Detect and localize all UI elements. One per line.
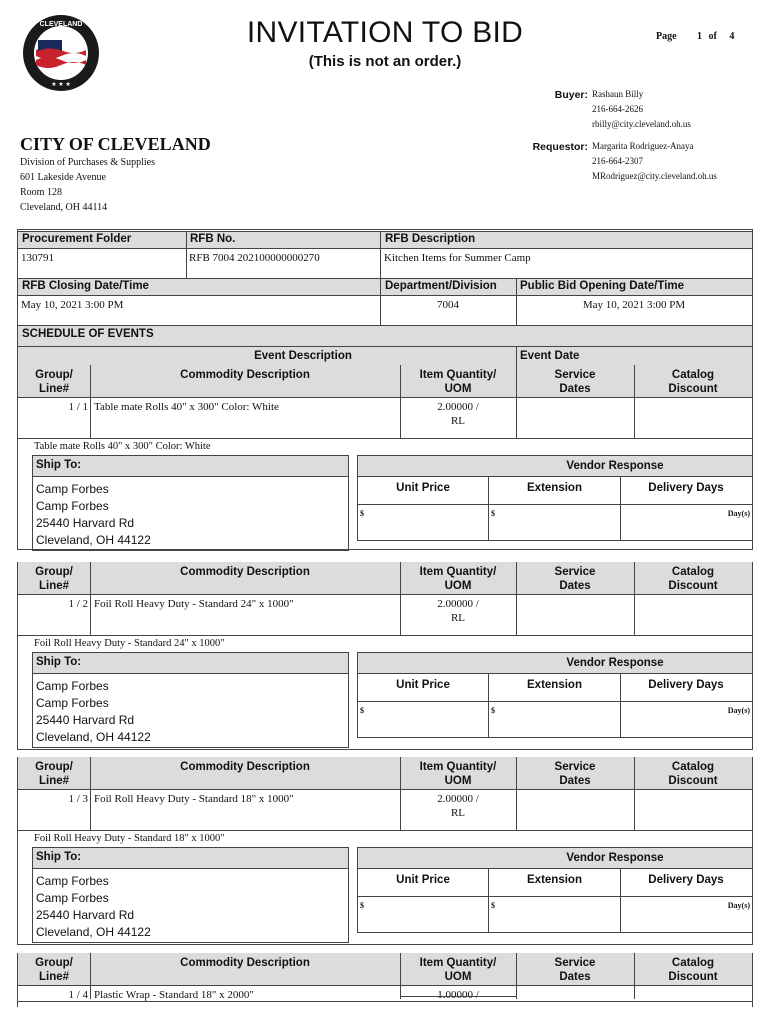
procurement-folder-label: Procurement Folder: [22, 233, 132, 245]
group-line-header: [18, 368, 90, 396]
page-number: 1: [697, 31, 703, 42]
discount-label: Discount: [668, 775, 718, 787]
department-label: Department/Division: [385, 280, 497, 292]
item-line-number: 1 / 3: [68, 793, 88, 805]
buyer-name: Rashaun Billy: [592, 89, 644, 99]
service-dates-header: [516, 760, 634, 788]
uom-label: UOM: [444, 971, 472, 983]
rule: [18, 789, 752, 790]
group-label: Group/: [35, 566, 73, 578]
requestor-email: MRodriguez@city.cleveland.oh.us: [592, 171, 717, 181]
extension-label: Extension: [527, 874, 582, 886]
ship-to-label: Ship To:: [36, 459, 82, 471]
item-uom: RL: [450, 612, 466, 624]
commodity-description-header: Commodity Description: [180, 957, 310, 969]
event-date-label: Event Date: [520, 350, 580, 362]
ship-to-address-line: Camp Forbes: [36, 891, 109, 905]
rule: [18, 397, 752, 398]
unit-price-label: Unit Price: [396, 874, 450, 886]
ship-to-address-line: 25440 Harvard Rd: [36, 908, 135, 922]
buyer-label: Buyer:: [554, 89, 588, 101]
service-label: Service: [554, 369, 596, 381]
buyer-info: [592, 87, 691, 132]
rule: [634, 953, 635, 999]
rule: [33, 868, 348, 869]
catalog-discount-header: [634, 956, 752, 984]
rule: [358, 868, 752, 869]
catalog-discount-header: [634, 565, 752, 593]
delivery-days-input[interactable]: Day(s): [727, 509, 750, 518]
rule: [358, 673, 752, 674]
quantity-label: Item Quantity/: [419, 957, 497, 969]
svg-text:CLEVELAND: CLEVELAND: [39, 21, 83, 28]
dates-label: Dates: [559, 383, 591, 395]
org-city: Cleveland, OH 44114: [20, 202, 108, 213]
service-label: Service: [554, 761, 596, 773]
ship-to-address-line: Cleveland, OH 44122: [36, 730, 151, 744]
unit-price-label: Unit Price: [396, 679, 450, 691]
rule: [18, 985, 752, 986]
group-line-header: [18, 760, 90, 788]
rule: [620, 868, 621, 933]
item-quantity: 2.00000 /: [437, 793, 479, 805]
quantity-label: Item Quantity/: [419, 761, 497, 773]
requestor-phone: 216-664-2307: [592, 156, 643, 166]
requestor-name: Margarita Rodriguez-Anaya: [592, 141, 694, 151]
service-label: Service: [554, 957, 596, 969]
buyer-phone: 216-664-2626: [592, 104, 643, 114]
quantity-header: [400, 956, 516, 984]
vendor-response-label: Vendor Response: [566, 460, 664, 472]
uom-label: UOM: [444, 775, 472, 787]
commodity-description-header: Commodity Description: [180, 369, 310, 381]
closing-date-label: RFB Closing Date/Time: [22, 280, 149, 292]
rule: [634, 365, 635, 438]
rule: [90, 757, 91, 830]
page-label: Page: [656, 31, 677, 42]
rule: [90, 562, 91, 635]
quantity-label: Item Quantity/: [419, 369, 497, 381]
line-label: Line#: [38, 971, 70, 983]
ship-to-address-line: 25440 Harvard Rd: [36, 516, 135, 530]
rule: [488, 673, 489, 738]
group-label: Group/: [35, 369, 73, 381]
extension-input[interactable]: $: [491, 509, 495, 518]
rule: [18, 438, 752, 439]
rule: [90, 365, 91, 438]
department-value: 7004: [437, 299, 459, 311]
extension-input[interactable]: $: [491, 706, 495, 715]
vendor-response-label: Vendor Response: [566, 852, 664, 864]
line-label: Line#: [38, 383, 70, 395]
extension-input[interactable]: $: [491, 901, 495, 910]
item-quantity: 2.00000 /: [437, 598, 479, 610]
rule: [18, 635, 752, 636]
document-title: INVITATION TO BID: [246, 16, 524, 49]
page-of: of: [708, 31, 717, 42]
item-description: Foil Roll Heavy Duty - Standard 18" x 1000": [94, 793, 294, 805]
item-long-description: Table mate Rolls 40" x 300" Color: White: [34, 441, 211, 452]
group-line-header: [18, 565, 90, 593]
catalog-discount-header: [634, 760, 752, 788]
item-line-number: 1 / 1: [68, 401, 88, 413]
unit-price-input[interactable]: $: [360, 706, 364, 715]
ship-to-address-line: Camp Forbes: [36, 482, 109, 496]
org-name: CITY OF CLEVELAND: [20, 134, 211, 154]
event-description-label: Event Description: [254, 350, 352, 362]
rule: [18, 231, 752, 232]
group-label: Group/: [35, 957, 73, 969]
delivery-days-input[interactable]: Day(s): [727, 706, 750, 715]
rule: [18, 830, 752, 831]
rule: [33, 476, 348, 477]
service-dates-header: [516, 368, 634, 396]
item-uom: RL: [450, 415, 466, 427]
rule: [358, 476, 752, 477]
rule: [516, 347, 517, 365]
ship-to-label: Ship To:: [36, 656, 82, 668]
unit-price-input[interactable]: $: [360, 509, 364, 518]
extension-label: Extension: [527, 679, 582, 691]
rule: [358, 504, 752, 505]
ship-to-address-line: Camp Forbes: [36, 696, 109, 710]
service-label: Service: [554, 566, 596, 578]
rule: [186, 231, 187, 278]
rule: [620, 476, 621, 541]
buyer-email: rbilly@city.cleveland.oh.us: [592, 119, 691, 129]
rfb-description-value: Kitchen Items for Summer Camp: [384, 252, 531, 264]
ship-to-address-line: Cleveland, OH 44122: [36, 925, 151, 939]
rule: [358, 701, 752, 702]
rule: [33, 673, 348, 674]
discount-label: Discount: [668, 971, 718, 983]
delivery-days-label: Delivery Days: [648, 482, 724, 494]
catalog-label: Catalog: [671, 566, 715, 578]
service-dates-header: [516, 956, 634, 984]
strike-line: [400, 996, 516, 997]
discount-label: Discount: [668, 383, 718, 395]
commodity-description-header: Commodity Description: [180, 566, 310, 578]
schedule-of-events-label: SCHEDULE OF EVENTS: [22, 328, 154, 340]
org-room: Room 128: [20, 187, 62, 198]
bid-opening-value: May 10, 2021 3:00 PM: [582, 299, 686, 311]
rule: [358, 896, 752, 897]
closing-date-value: May 10, 2021 3:00 PM: [21, 299, 124, 311]
rule: [18, 594, 752, 595]
extension-label: Extension: [527, 482, 582, 494]
delivery-days-label: Delivery Days: [648, 874, 724, 886]
rule: [18, 295, 752, 296]
dates-label: Dates: [559, 580, 591, 592]
catalog-label: Catalog: [671, 761, 715, 773]
rule: [516, 365, 517, 438]
catalog-label: Catalog: [671, 369, 715, 381]
requestor-info: [592, 139, 717, 184]
rule: [516, 757, 517, 830]
rule: [18, 278, 752, 279]
quantity-header: [400, 565, 516, 593]
rule: [634, 562, 635, 635]
uom-label: UOM: [444, 383, 472, 395]
group-line-header: [18, 956, 90, 984]
rfb-no-label: RFB No.: [190, 233, 236, 245]
delivery-days-input[interactable]: Day(s): [727, 901, 750, 910]
rule: [18, 325, 752, 326]
line-label: Line#: [38, 580, 70, 592]
item-long-description: Foil Roll Heavy Duty - Standard 24" x 1000": [34, 638, 225, 649]
rule: [488, 476, 489, 541]
ship-to-label: Ship To:: [36, 851, 82, 863]
svg-text:★ ★ ★: ★ ★ ★: [51, 82, 71, 88]
rule: [18, 1001, 752, 1002]
item-quantity: 2.00000 /: [437, 401, 479, 413]
document-subtitle: (This is not an order.): [308, 53, 462, 70]
service-dates-header: [516, 565, 634, 593]
rule: [90, 953, 91, 999]
group-label: Group/: [35, 761, 73, 773]
uom-label: UOM: [444, 580, 472, 592]
line-label: Line#: [38, 775, 70, 787]
catalog-discount-header: [634, 368, 752, 396]
vendor-response-label: Vendor Response: [566, 657, 664, 669]
rule: [634, 757, 635, 830]
page-indicator: [656, 31, 734, 42]
item-description: Foil Roll Heavy Duty - Standard 24" x 1000": [94, 598, 294, 610]
ship-to-address-line: Camp Forbes: [36, 679, 109, 693]
ship-to-address-line: Camp Forbes: [36, 499, 109, 513]
item-uom: RL: [450, 807, 466, 819]
bid-opening-label: Public Bid Opening Date/Time: [520, 280, 685, 292]
item-line-number: 1 / 2: [68, 598, 88, 610]
ship-to-address-line: 25440 Harvard Rd: [36, 713, 135, 727]
rule: [516, 562, 517, 635]
unit-price-input[interactable]: $: [360, 901, 364, 910]
quantity-header: [400, 760, 516, 788]
rule: [516, 953, 517, 999]
item-description: Plastic Wrap - Standard 18" x 2000": [94, 989, 254, 1001]
dates-label: Dates: [559, 775, 591, 787]
ship-to-address-line: Cleveland, OH 44122: [36, 533, 151, 547]
discount-label: Discount: [668, 580, 718, 592]
commodity-description-header: Commodity Description: [180, 761, 310, 773]
item-description: Table mate Rolls 40" x 300" Color: White: [94, 401, 279, 413]
rule: [488, 868, 489, 933]
page-total: 4: [729, 31, 735, 42]
item-quantity: 1.00000 /: [437, 989, 479, 1001]
item-long-description: Foil Roll Heavy Duty - Standard 18" x 1000": [34, 833, 225, 844]
delivery-days-label: Delivery Days: [648, 679, 724, 691]
rule: [18, 248, 752, 249]
quantity-label: Item Quantity/: [419, 566, 497, 578]
rule: [620, 673, 621, 738]
org-street: 601 Lakeside Avenue: [20, 172, 106, 183]
dates-label: Dates: [559, 971, 591, 983]
quantity-header: [400, 368, 516, 396]
catalog-label: Catalog: [671, 957, 715, 969]
unit-price-label: Unit Price: [396, 482, 450, 494]
rfb-no-value: RFB 7004 202100000000270: [189, 252, 320, 264]
org-division: Division of Purchases & Supplies: [20, 157, 155, 168]
ship-to-address-line: Camp Forbes: [36, 874, 109, 888]
item-line-number: 1 / 4: [68, 989, 88, 1001]
city-seal-logo: [22, 14, 100, 92]
requestor-label: Requestor:: [532, 141, 588, 153]
rfb-description-label: RFB Description: [385, 233, 476, 245]
procurement-folder-value: 130791: [21, 252, 54, 264]
